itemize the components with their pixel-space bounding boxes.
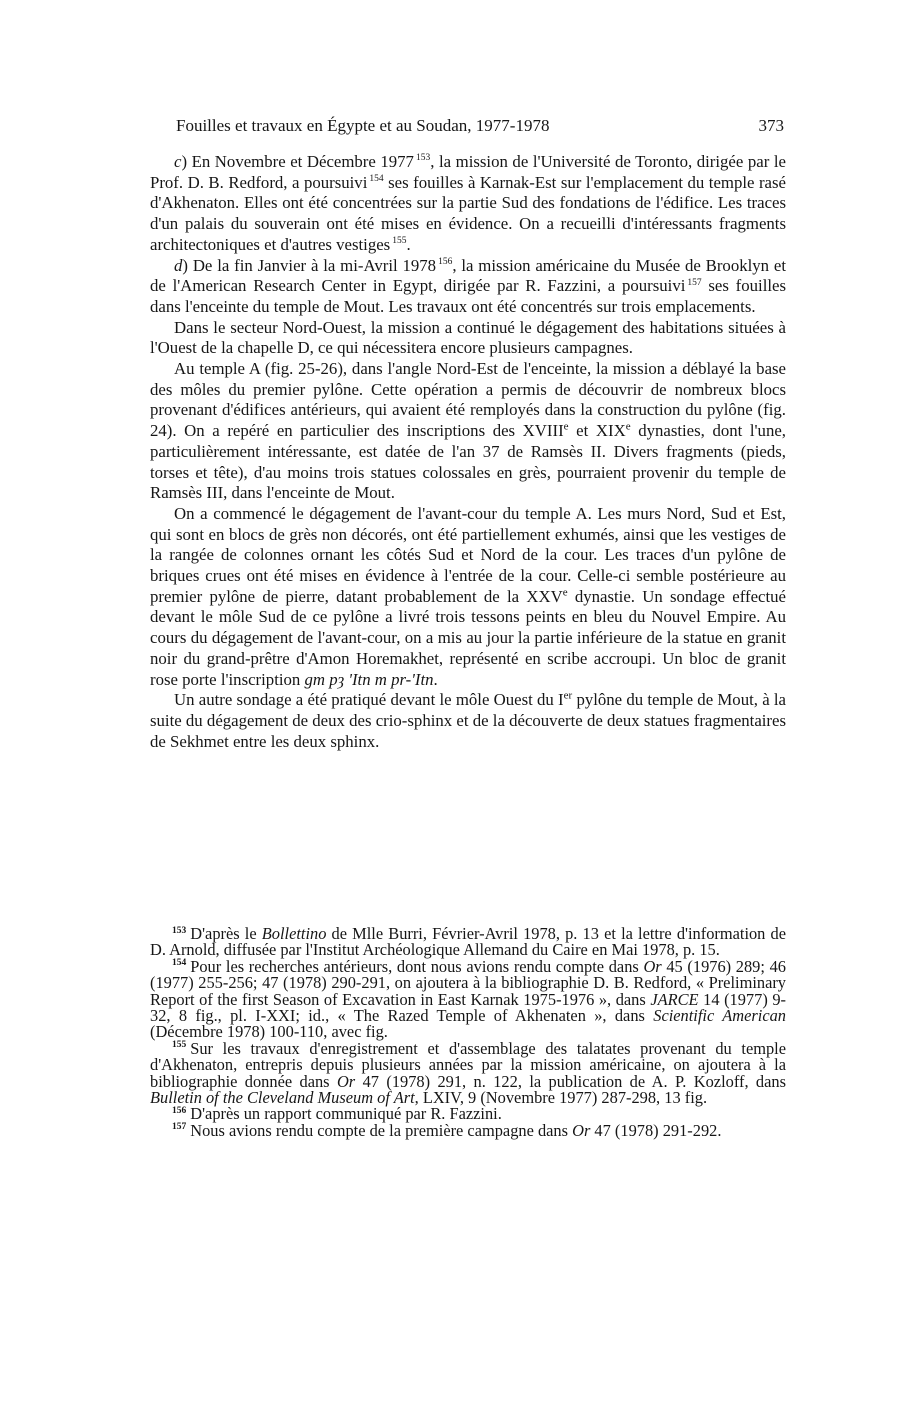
footnote-153 (150, 926, 786, 959)
italic-text: d (174, 255, 183, 275)
running-title: Fouilles et travaux en Égypte et au Soudan, 1977-1978 (176, 116, 550, 135)
italic-text: Scientific American (653, 1006, 786, 1026)
footnote-ref: 153 (415, 153, 431, 164)
text-run: ) En Novembre et Décembre 1977 (181, 152, 414, 171)
text-run: 47 (1978) 291-292. (590, 1120, 722, 1140)
text-run: , LXIV, 9 (Novembre 1977) 287-298, 13 fig. (414, 1088, 708, 1108)
footnote-number: 155 (172, 1040, 187, 1051)
footnote-154 (150, 956, 786, 1042)
footnote-ref: 154 (369, 174, 384, 185)
paragraph-nord-ouest (150, 318, 786, 359)
footnote-number: 154 (172, 958, 187, 969)
footnote-155 (150, 1038, 786, 1108)
footnote-ref: 156 (438, 256, 453, 267)
main-text (150, 152, 786, 752)
paragraph-avant-cour (150, 504, 786, 690)
footnote-ref: 157 (687, 277, 702, 288)
italic-text: Or (336, 1071, 356, 1091)
italic-text: gm pȝ 'Itn m pr-'Itn (304, 669, 434, 689)
italic-text: c (174, 152, 182, 171)
text-run: dynastie. Un sondage effectué devant le môle Sud de ce pylône a livré trois tessons peints en bleu du Nouvel Empire. Au cours du dégagement de l'avant-cour, on a mis au jour la partie inférieure de la statue en granit noir du grand-prêtre d'Amon Horemakhet, représenté en scribe accroupi. Un bloc de granit rose porte l'inscription (150, 586, 786, 689)
paragraph-toronto (150, 152, 786, 256)
text-run: Pour les recherches antérieurs, dont nous avions rendu compte dans (190, 956, 644, 976)
text-run: , la mission de l'Université de Toronto, dirigée par le Prof. D. B. Redford, a poursuivi (150, 152, 786, 192)
footnote-number: 153 (172, 925, 187, 936)
text-run: , la mission américaine du Musée de Brooklyn et de l'American Research Center in Egypt, dirigée par R. Fazzini, a poursuivi (150, 255, 786, 296)
page-number: 373 (758, 116, 784, 135)
text-run: pylône du temple de Mout, à la suite du dégagement de deux des crio-sphinx et de la découverte de deux statues fragmentaires de Sekhmet entre les deux sphinx. (150, 690, 787, 751)
superscript: er (563, 689, 573, 702)
text-run: On a commencé le dégagement de l'avant-cour du temple A. Les murs Nord, Sud et Est, qui sont en blocs de grès non décorés, ont été partiellement exhumés, ainsi que les vestiges de la rangée de colonnes ornant les côtés Sud et Nord de la cour. Les traces d'un pylône de briques crues ont été mises en évidence à l'entrée de la cour. Celle-ci semble postérieure au premier pylône de pierre, datant probablement de la XXV (150, 503, 786, 606)
footnote-number: 157 (172, 1122, 187, 1133)
footnote-number: 156 (172, 1106, 187, 1116)
text-run: de Mlle Burri, Février-Avril 1978, p. 13 et la lettre d'information de D. Arnold, diffusée par l'Institut Archéologique Allemand du Caire en Mai 1978, p. 15. (150, 924, 786, 960)
text-run: Au temple A (fig. 25-26), dans l'angle Nord-Est de l'enceinte, la mission a déblayé la base des môles du premier pylône. Cette opération a permis de découvrir de nombreux blocs provenant d'édifices antérieurs, qui avaient été remployés dans la construction du pylône (fig. 24). On a repéré en particulier des inscriptions des XVIII (150, 359, 786, 441)
text-run: Nous avions rendu compte de la première campagne dans (190, 1120, 573, 1140)
text-run: Dans le secteur Nord-Ouest, la mission a continué le dégagement des habitations situées à l'Ouest de la chapelle D, ce qui nécessitera encore plusieurs campagnes. (150, 317, 786, 358)
text-run: D'après un rapport communiqué par R. Fazzini. (190, 1104, 502, 1124)
italic-text: Or (643, 956, 662, 976)
paragraph-temple-a (150, 359, 786, 504)
text-run: ses fouilles dans l'enceinte du temple de Mout. Les travaux ont été concentrés sur trois emplacements. (150, 276, 786, 316)
paragraph-sondage (150, 690, 786, 752)
text-run: . (406, 234, 411, 254)
superscript: e (563, 420, 569, 433)
italic-text: Bulletin of the Cleveland Museum of Art (150, 1088, 415, 1108)
superscript: e (625, 420, 631, 433)
text-run: Un autre sondage a été pratiqué devant le môle Ouest du I (174, 690, 564, 710)
text-run: 45 (1976) 289; 46 (1977) 255-256; 47 (1978) 290-291, on ajoutera à la bibliographie D. B. Redford, « Preliminary Report of the first Season of Excavation in East Karnak 1975-1976 », dans (150, 956, 786, 1009)
footnote-ref: 155 (392, 236, 407, 247)
footnote-157 (150, 1120, 786, 1140)
text-run: . (433, 669, 438, 689)
paragraph-brooklyn (150, 256, 786, 318)
italic-text: Or (572, 1120, 591, 1140)
text-run: 47 (1978) 291, n. 122, la publication de A. P. Kozloff, dans (355, 1071, 786, 1091)
superscript: e (562, 586, 568, 599)
italic-text: JARCE (650, 989, 699, 1009)
footnotes (150, 926, 786, 1139)
text-run: et XIX (568, 421, 626, 441)
text-run: ses fouilles à Karnak-Est sur l'emplacement du temple rasé d'Akhenaton. Elles ont été concentrées sur la partie Sud des fondations de l'édifice. Les traces d'un palais du souverain ont été mises en évidence. On a recueilli d'intéressants fragments architectoniques et d'autres vestiges (150, 172, 786, 254)
text-run: D'après le (190, 924, 262, 943)
text-run: dynasties, dont l'une, particulièrement intéressante, est datée de l'an 37 de Ramsès II. Divers fragments (pieds, torses et tête), d'au moins trois statues colossales en grès, pourraient provenir du temple de Ramsès III, dans l'enceinte de Mout. (150, 421, 786, 503)
text-run: ) De la fin Janvier à la mi-Avril 1978 (182, 255, 437, 275)
text-run: Sur les travaux d'enregistrement et d'assemblage des talatates provenant du temple d'Akhenaton, entrepris depuis plusieurs années par la mission américaine, on ajoutera à la bibliographie donnée dans (150, 1038, 786, 1091)
text-run: 14 (1977) 9-32, 8 fig., pl. I-XXI; id., « The Razed Temple of Akhenaten », dans (150, 989, 786, 1026)
italic-text: Bollettino (261, 924, 327, 943)
text-run: (Décembre 1978) 100-110, avec fig. (150, 1022, 388, 1042)
